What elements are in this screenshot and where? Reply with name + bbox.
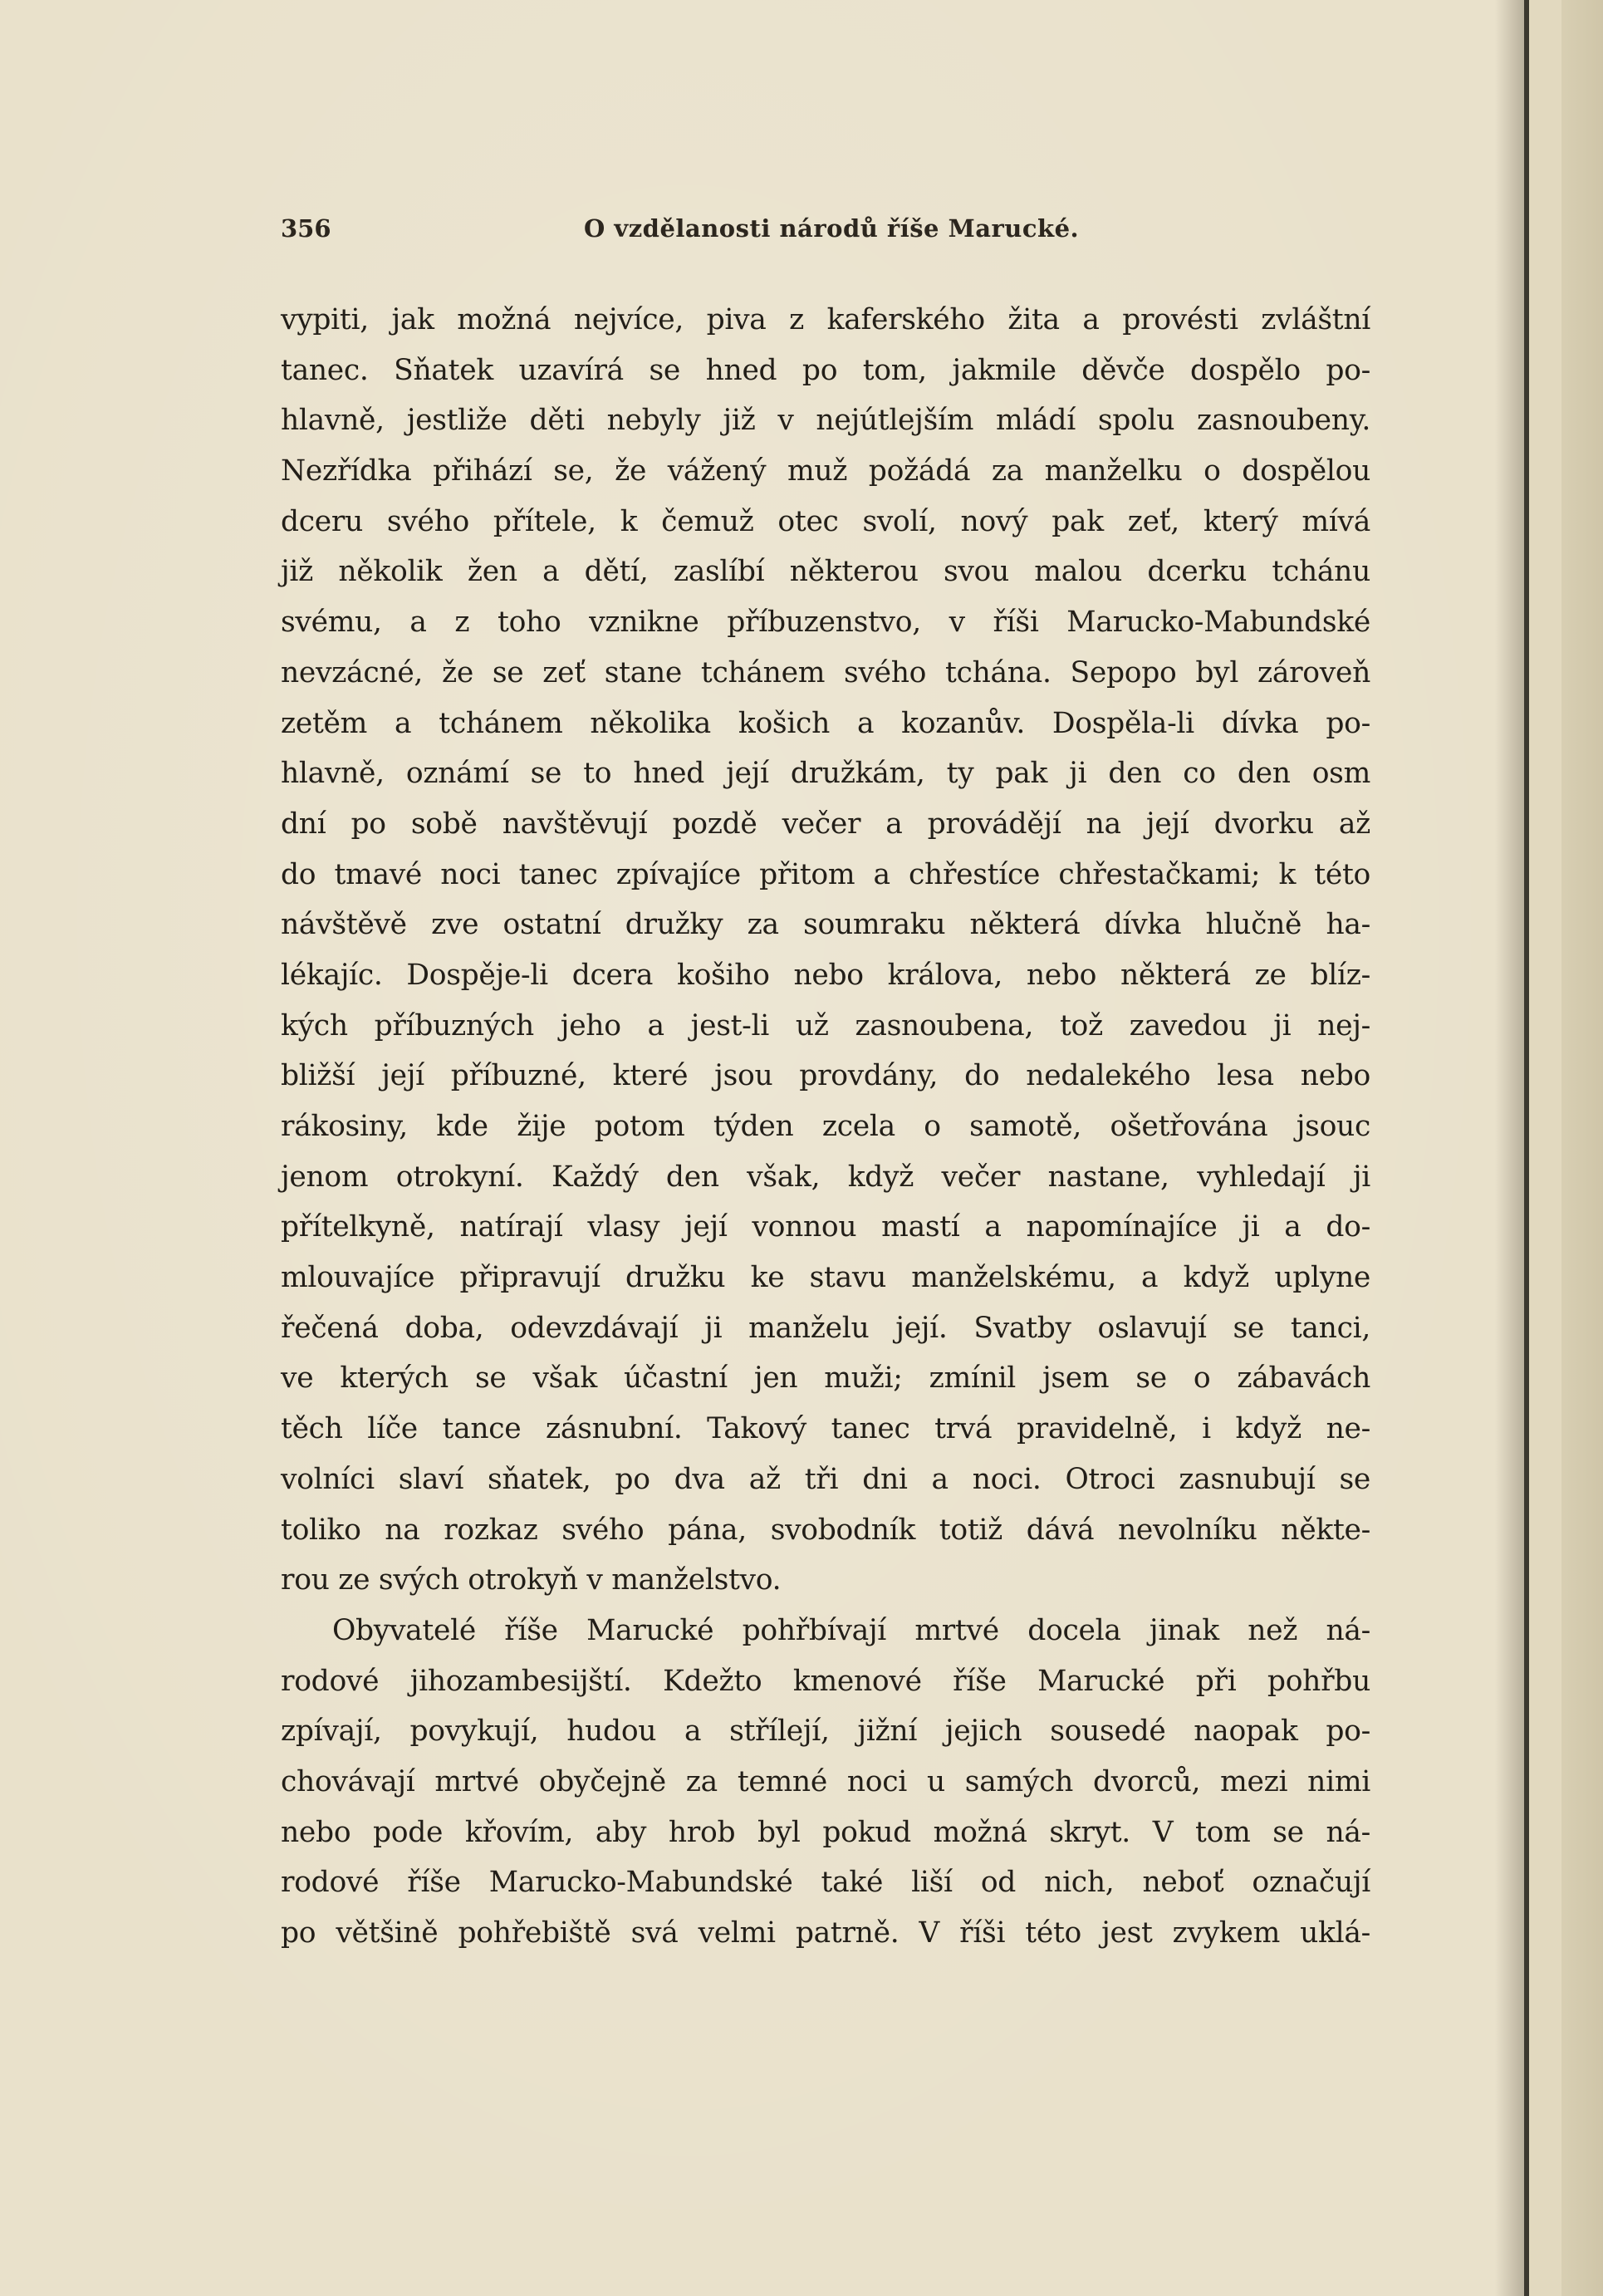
text-line: dceru svého přítele, k čemuž otec svolí, nový pak zeť, který mívá [281, 504, 1370, 538]
text-line: po většině pohřebiště svá velmi patrně. V říši této jest zvykem uklá- [281, 1916, 1370, 1950]
text-line: jenom otrokyní. Každý den však, když večer nastane, vyhledají ji [281, 1160, 1370, 1194]
text-line: návštěvě zve ostatní družky za soumraku některá dívka hlučně ha- [281, 908, 1370, 942]
text-line: zetěm a tchánem několika košich a kozanův. Dospěla-li dívka po- [281, 706, 1370, 740]
text-line: dní po sobě navštěvují pozdě večer a provádějí na její dvorku až [281, 807, 1370, 841]
text-line: ve kterých se však účastní jen muži; zmínil jsem se o zábavách [281, 1361, 1370, 1396]
text-line: řečená doba, odevzdávají ji manželu její. Svatby oslavují se tanci, [281, 1311, 1370, 1345]
text-line: do tmavé noci tanec zpívajíce přitom a chřestíce chřestačkami; k této [281, 857, 1370, 891]
text-line: kých příbuzných jeho a jest-li už zasnoubena, tož zavedou ji nej- [281, 1008, 1370, 1043]
book-binding-edge [1561, 0, 1603, 2296]
text-line: zpívají, povykují, hudou a střílejí, jižní jejich sousedé naopak po- [281, 1715, 1370, 1749]
text-line: těch líče tance zásnubní. Takový tanec trvá pravidelně, i když ne- [281, 1412, 1370, 1446]
text-line: Nezřídka přihází se, že vážený muž požádá za manželku o dospělou [281, 454, 1370, 488]
text-line: hlavně, oznámí se to hned její družkám, ty pak ji den co den osm [281, 757, 1370, 791]
text-line-paragraph-start: Obyvatelé říše Marucké pohřbívají mrtvé docela jinak než ná- [332, 1613, 1370, 1647]
text-line: bližší její příbuzné, které jsou provdány, do nedalekého lesa nebo [281, 1059, 1370, 1093]
text-line: nebo pode křovím, aby hrob byl pokud možná skryt. V tom se ná- [281, 1815, 1370, 1849]
text-line: tanec. Sňatek uzavírá se hned po tom, jakmile děvče dospělo po- [281, 353, 1370, 387]
text-line: mlouvajíce připravují družku ke stavu manželskému, a když uplyne [281, 1261, 1370, 1295]
page-edge-shadow [1495, 0, 1524, 2296]
text-line: svému, a z toho vznikne příbuzenstvo, v říši Marucko-Mabundské [281, 606, 1370, 640]
text-line: hlavně, jestliže děti nebyly již v nejútlejším mládí spolu zasnoubeny. [281, 404, 1370, 438]
text-line: chovávají mrtvé obyčejně za temné noci u samých dvorců, mezi nimi [281, 1764, 1370, 1798]
text-line: přítelkyně, natírají vlasy její vonnou mastí a napomínajíce ji a do- [281, 1210, 1370, 1244]
text-line-paragraph-end: rou ze svých otrokyň v manželstvo. [281, 1563, 782, 1597]
body-text [281, 295, 1370, 1959]
text-line: rodové říše Marucko-Mabundské také liší od nich, neboť označují [281, 1866, 1370, 1900]
text-line: nevzácné, že se zeť stane tchánem svého tchána. Sepopo byl zároveň [281, 655, 1370, 689]
text-line: volníci slaví sňatek, po dva až tři dni a noci. Otroci zasnubují se [281, 1462, 1370, 1496]
text-line: rákosiny, kde žije potom týden zcela o samotě, ošetřována jsouc [281, 1110, 1370, 1143]
page-number: 356 [281, 214, 331, 243]
text-line: rodové jihozambesijští. Kdežto kmenové říše Marucké při pohřbu [281, 1664, 1370, 1698]
text-line: již několik žen a dětí, zaslíbí některou svou malou dcerku tchánu [281, 555, 1370, 589]
running-title: O vzdělanosti národů říše Marucké. [584, 214, 1080, 243]
page-header [281, 214, 1360, 251]
text-line: vypiti, jak možná nejvíce, piva z kaferského žita a provésti zvláštní [281, 303, 1370, 336]
text-line: toliko na rozkaz svého pána, svobodník totiž dává nevolníku někte- [281, 1513, 1370, 1547]
text-line: lékajíc. Dospěje-li dcera košiho nebo králova, nebo některá ze blíz- [281, 958, 1370, 992]
